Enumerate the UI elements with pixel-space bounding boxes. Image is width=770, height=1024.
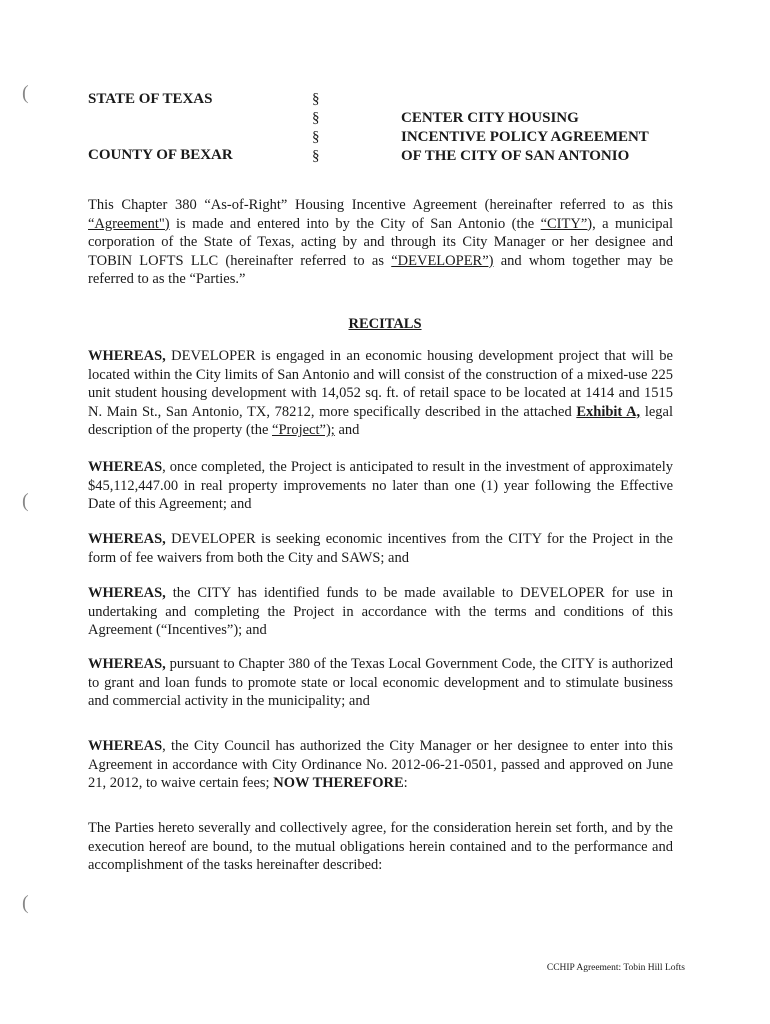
county-caption: COUNTY OF BEXAR xyxy=(88,147,233,163)
section-symbols xyxy=(312,90,320,166)
recital-paragraph: WHEREAS, the CITY has identified funds to be made available to DEVELOPER for use in undertaking and completing the Project in accordance with the terms and conditions of this Agreement (“Incentives”); and xyxy=(88,585,673,639)
agreement-clause: The Parties hereto severally and collectively agree, for the consideration herein set forth, and by the execution hereof are bound, to the mutual obligations herein contained and to the performance and accomplishment of the tasks hereinafter described: xyxy=(88,820,673,874)
section-symbol: § xyxy=(312,91,320,107)
recitals-heading: RECITALS xyxy=(348,316,422,332)
binding-hole-mark: ( xyxy=(22,490,29,512)
defined-term: “Agreement") xyxy=(88,215,170,232)
recital-paragraph: WHEREAS, once completed, the Project is anticipated to result in the investment of approximately $45,112,447.00 in real property improvements no later than one (1) year following the Effective Date of this Agreement; and xyxy=(88,459,673,513)
exhibit-reference: Exhibit A, xyxy=(576,403,641,420)
agreement-title xyxy=(401,109,649,166)
defined-term: “DEVELOPER”) xyxy=(391,252,494,269)
title-line: CENTER CITY HOUSING xyxy=(401,110,579,126)
recital-paragraph: WHEREAS, the City Council has authorized the City Manager or her designee to enter into this Agreement in accordance with City Ordinance No. 2012-06-21-0501, passed and approved on June 21, 2012, to waive certain fees; NOW THEREFORE: xyxy=(88,738,673,792)
intro-paragraph: This Chapter 380 “As-of-Right” Housing Incentive Agreement (hereinafter referred to as this “Agreement") is made and entered into by the City of San Antonio (the “CITY”), a municipal corporation of the State of Texas, acting by and through its City Manager or her designee and TOBIN LOFTS LLC (hereinafter referred to as “DEVELOPER”) and whom together may be referred to as the “Parties.” xyxy=(88,197,674,288)
binding-hole-mark: ( xyxy=(22,892,29,914)
title-line: OF THE CITY OF SAN ANTONIO xyxy=(401,148,630,164)
recital-paragraph: WHEREAS, DEVELOPER is engaged in an economic housing development project that will be located within the City limits of San Antonio and will consist of the construction of a mixed-use 225 unit student housing development with 14,052 sq. ft. of retail space to be located at 1414 and 1515 N. Main St., San Antonio, TX, 78212, more specifically described in the attached Exhibit A, legal description of the property (the “Project”); and xyxy=(88,348,673,439)
binding-hole-mark: ( xyxy=(22,82,29,104)
recital-paragraph: WHEREAS, pursuant to Chapter 380 of the Texas Local Government Code, the CITY is authorized to grant and loan funds to promote state or local economic development and to stimulate business and commercial activity in the municipality; and xyxy=(88,656,673,710)
state-caption: STATE OF TEXAS xyxy=(88,91,213,107)
recital-paragraph: WHEREAS, DEVELOPER is seeking economic incentives from the CITY for the Project in the form of fee waivers from both the City and SAWS; and xyxy=(88,531,673,566)
title-line: INCENTIVE POLICY AGREEMENT xyxy=(401,129,649,145)
defined-term: “CITY”), xyxy=(540,215,596,232)
page-footer: CCHIP Agreement: Tobin Hill Lofts xyxy=(546,963,685,973)
section-symbol: § xyxy=(312,148,320,164)
section-symbol: § xyxy=(312,110,320,126)
section-symbol: § xyxy=(312,129,320,145)
defined-term: “Project”); xyxy=(272,422,335,439)
